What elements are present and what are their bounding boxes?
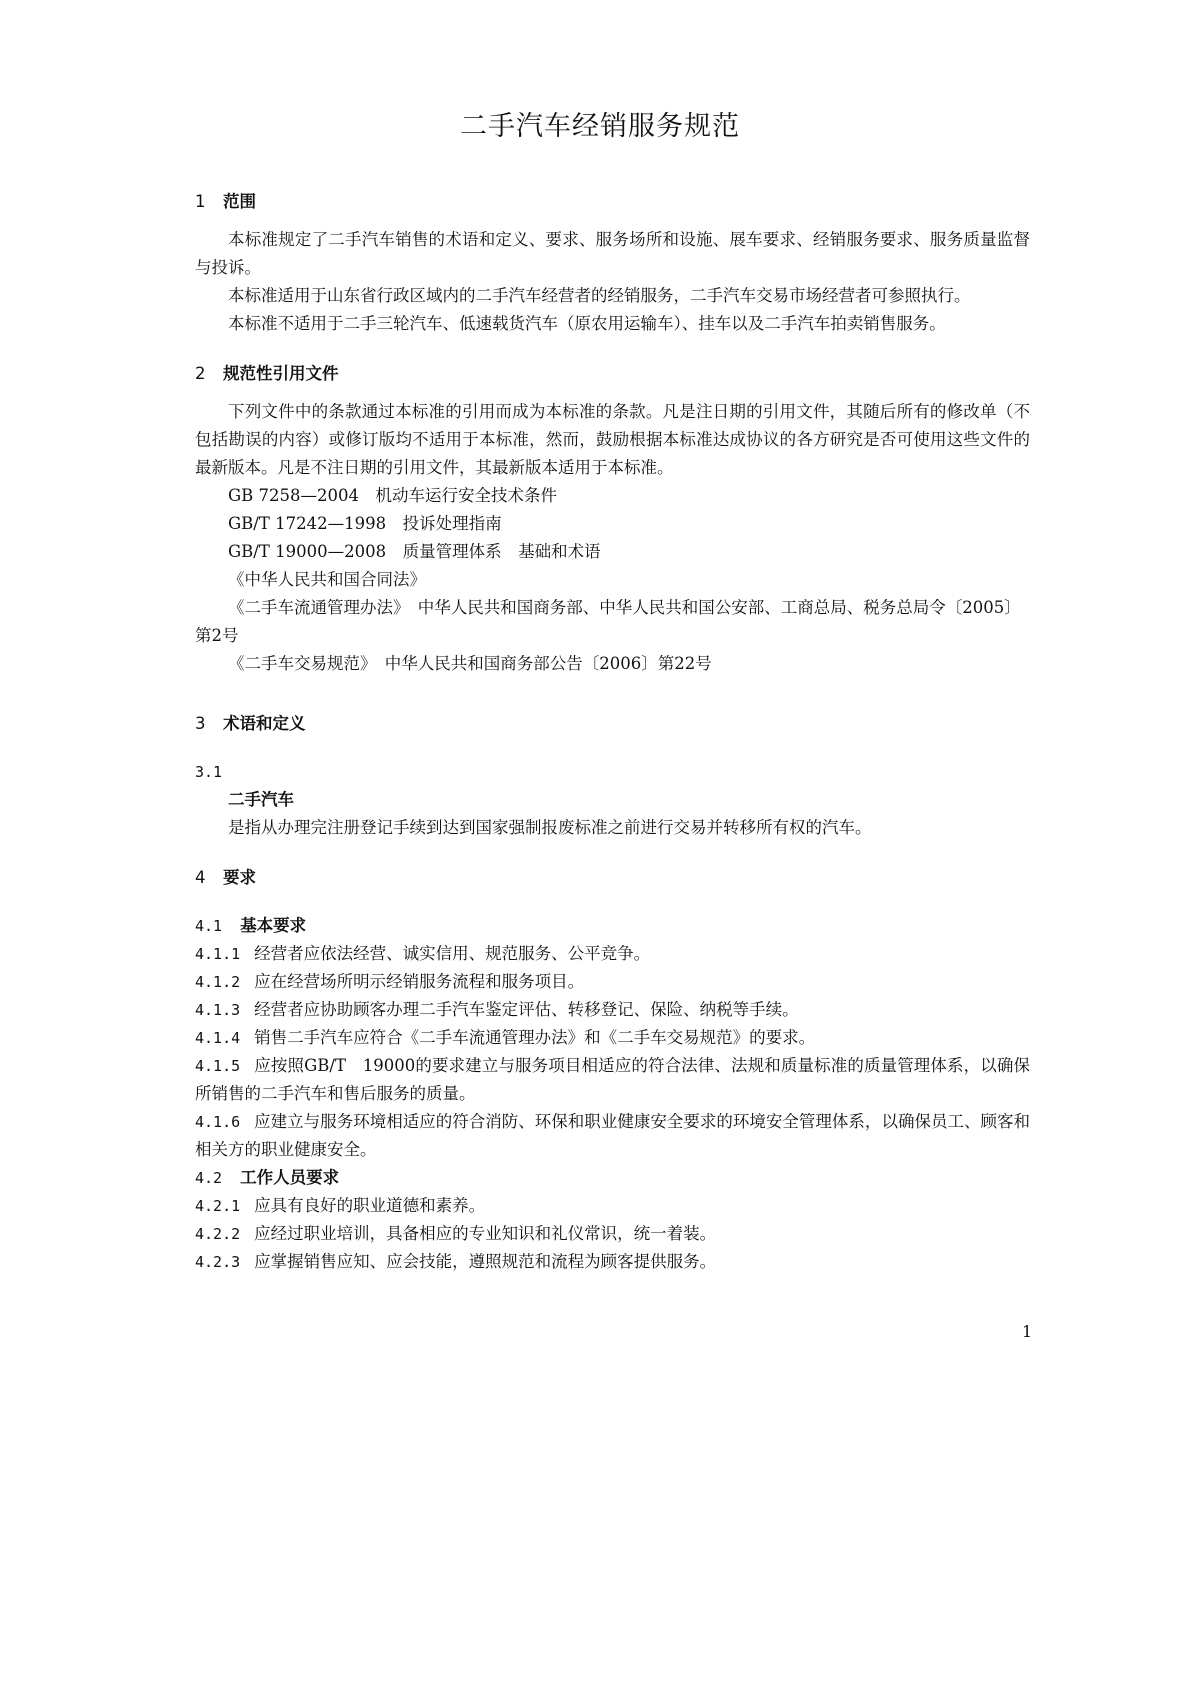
clause-number: 4.1.2 <box>195 973 241 991</box>
reference-item: GB/T 19000—2008 质量管理体系 基础和术语 <box>228 542 601 561</box>
subsection-heading <box>195 1164 1030 1192</box>
clause <box>195 1248 1030 1276</box>
section-number: 4 <box>195 868 206 887</box>
reference-item: GB 7258—2004 机动车运行安全技术条件 <box>228 486 558 505</box>
section-title: 要求 <box>223 868 256 887</box>
subsection-heading <box>195 912 1030 940</box>
clause-number: 4.2.2 <box>195 1225 241 1243</box>
section-title: 规范性引用文件 <box>223 364 339 383</box>
term-name: 二手汽车 <box>228 790 294 809</box>
paragraph: 本标准适用于山东省行政区域内的二手汽车经营者的经销服务，二手汽车交易市场经营者可参照执行。 <box>228 286 971 305</box>
clause-text: 应掌握销售应知、应会技能，遵照规范和流程为顾客提供服务。 <box>254 1252 717 1271</box>
clause-number: 4.1.1 <box>195 945 241 963</box>
clause-text: 经营者应依法经营、诚实信用、规范服务、公平竞争。 <box>254 944 651 963</box>
clause <box>195 1024 1030 1052</box>
section-3-heading <box>195 710 1030 738</box>
section-number: 1 <box>195 192 206 211</box>
subsection-title: 工作人员要求 <box>240 1168 340 1187</box>
clause-number: 4.1.4 <box>195 1029 241 1047</box>
reference-item: 《二手车交易规范》 中华人民共和国商务部公告〔2006〕第22号 <box>228 654 712 673</box>
clause <box>195 1108 1030 1164</box>
section-title: 术语和定义 <box>223 714 306 733</box>
clause <box>195 968 1030 996</box>
clause-text: 应经过职业培训，具备相应的专业知识和礼仪常识，统一着装。 <box>254 1224 717 1243</box>
clause <box>195 1192 1030 1220</box>
subsection-number: 4.1 <box>195 917 223 935</box>
paragraph: 本标准不适用于二手三轮汽车、低速载货汽车（原农用运输车）、挂车以及二手汽车拍卖销售服务。 <box>228 314 946 333</box>
clause <box>195 996 1030 1024</box>
subsection-title: 基本要求 <box>240 916 307 935</box>
paragraph: 下列文件中的条款通过本标准的引用而成为本标准的条款。凡是注日期的引用文件，其随后所有的修改单（不包括勘误的内容）或修订版均不适用于本标准，然而，鼓励根据本标准达成协议的各方研究是否可使用这些文件的最新版本。凡是不注日期的引用文件，其最新版本适用于本标准。 <box>195 402 1030 477</box>
clause-number: 4.2.1 <box>195 1197 241 1215</box>
clause-text: 销售二手汽车应符合《二手车流通管理办法》和《二手车交易规范》的要求。 <box>254 1028 816 1047</box>
document-body <box>195 188 1030 1276</box>
clause-number: 4.1.6 <box>195 1113 241 1131</box>
section-2-heading <box>195 360 1030 388</box>
section-title: 范围 <box>223 192 256 211</box>
clause-text: 经营者应协助顾客办理二手汽车鉴定评估、转移登记、保险、纳税等手续。 <box>254 1000 799 1019</box>
clause-number: 4.1.3 <box>195 1001 241 1019</box>
reference-item: 《二手车流通管理办法》 中华人民共和国商务部、中华人民共和国公安部、工商总局、税务总局令〔2005〕第2号 <box>195 598 1021 645</box>
section-4-heading <box>195 864 1030 892</box>
section-1-heading <box>195 188 1030 216</box>
subsection-number: 4.2 <box>195 1169 223 1187</box>
reference-item: 《中华人民共和国合同法》 <box>228 570 426 589</box>
section-number: 2 <box>195 364 206 383</box>
clause-number: 4.2.3 <box>195 1253 241 1271</box>
clause <box>195 1052 1030 1108</box>
page-number: 1 <box>1022 1322 1033 1341</box>
clause-text: 应建立与服务环境相适应的符合消防、环保和职业健康安全要求的环境安全管理体系，以确保员工、顾客和相关方的职业健康安全。 <box>195 1112 1030 1159</box>
term-definition: 是指从办理完注册登记手续到达到国家强制报废标准之前进行交易并转移所有权的汽车。 <box>228 818 872 837</box>
document-title: 二手汽车经销服务规范 <box>460 111 740 142</box>
clause <box>195 1220 1030 1248</box>
section-number: 3 <box>195 714 206 733</box>
paragraph: 本标准规定了二手汽车销售的术语和定义、要求、服务场所和设施、展车要求、经销服务要求、服务质量监督与投诉。 <box>195 230 1030 277</box>
clause <box>195 940 1030 968</box>
clause-number: 4.1.5 <box>195 1057 241 1075</box>
term-number: 3.1 <box>195 763 223 781</box>
clause-text: 应按照GB/T 19000的要求建立与服务项目相适应的符合法律、法规和质量标准的质量管理体系，以确保所销售的二手汽车和售后服务的质量。 <box>195 1056 1030 1103</box>
reference-item: GB/T 17242—1998 投诉处理指南 <box>228 514 502 533</box>
clause-text: 应在经营场所明示经销服务流程和服务项目。 <box>254 972 585 991</box>
clause-text: 应具有良好的职业道德和素养。 <box>254 1196 486 1215</box>
